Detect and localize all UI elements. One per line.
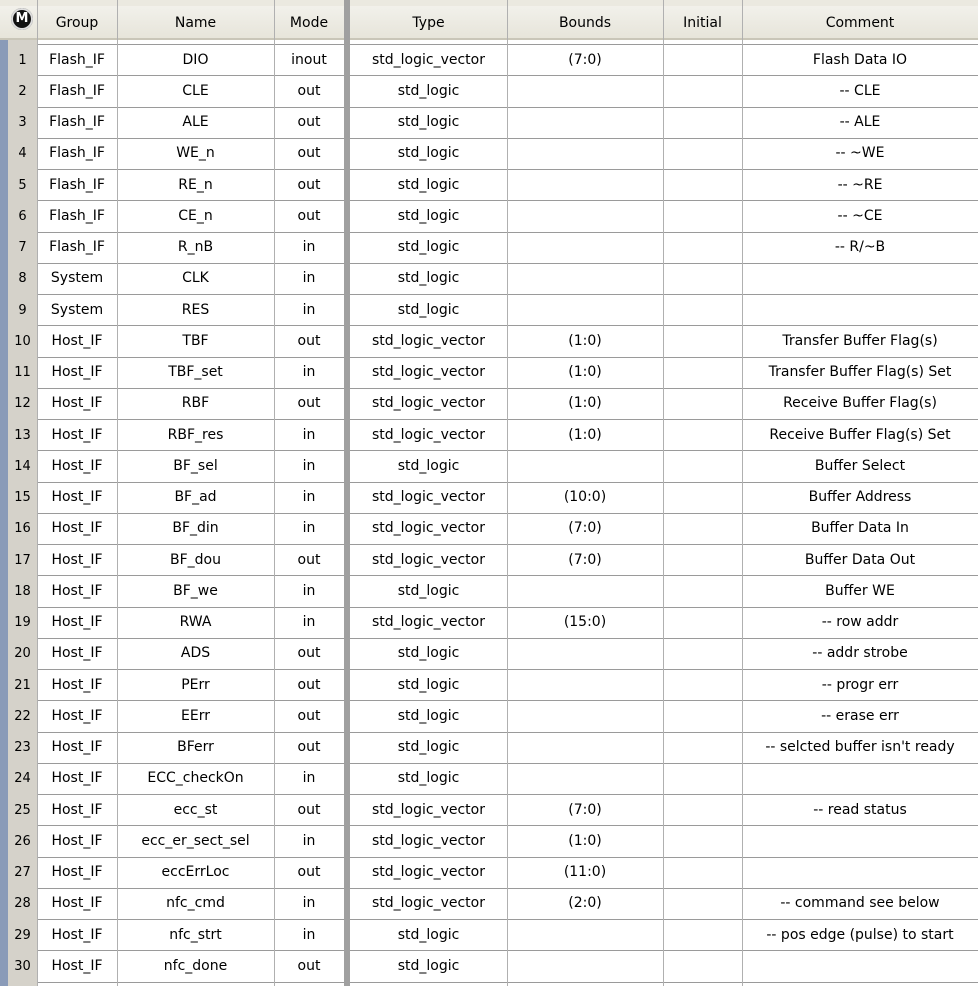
cell-name[interactable]: nfc_cmd xyxy=(166,895,225,912)
cell-group[interactable]: Flash_IF xyxy=(49,145,105,162)
cell-bounds[interactable] xyxy=(507,76,663,107)
cell-mode[interactable]: in xyxy=(302,457,316,474)
cell-name[interactable]: RBF xyxy=(181,395,210,412)
row-number: 2 xyxy=(18,83,27,99)
table-row[interactable] xyxy=(0,232,978,263)
cell-initial[interactable] xyxy=(663,670,742,701)
cell-mode[interactable]: out xyxy=(297,395,321,412)
cell-bounds[interactable] xyxy=(507,138,663,169)
column-header-initial[interactable]: Initial xyxy=(683,15,722,31)
cell-comment[interactable]: -- R/~B xyxy=(834,239,886,255)
cell-group[interactable]: Host_IF xyxy=(51,332,103,349)
cell-comment[interactable]: -- command see below xyxy=(780,895,940,912)
table-row[interactable] xyxy=(0,826,978,857)
cell-name[interactable]: CLE xyxy=(182,82,209,99)
cell-mode[interactable]: out xyxy=(297,676,321,693)
column-divider xyxy=(742,0,743,986)
table-row[interactable] xyxy=(0,295,978,326)
cell-comment[interactable]: Receive Buffer Flag(s) xyxy=(783,395,937,412)
table-row[interactable] xyxy=(0,420,978,451)
cell-mode[interactable]: out xyxy=(297,82,321,99)
cell-name[interactable]: BFerr xyxy=(177,739,214,755)
cell-mode[interactable]: in xyxy=(302,364,316,380)
cell-comment[interactable] xyxy=(742,826,978,857)
cell-mode[interactable]: inout xyxy=(291,51,327,68)
row-number: 15 xyxy=(14,490,31,505)
cell-bounds[interactable]: (7:0) xyxy=(568,551,602,568)
cell-mode[interactable]: out xyxy=(297,957,321,974)
cell-type[interactable]: std_logic xyxy=(397,176,460,193)
cell-type[interactable]: std_logic xyxy=(397,770,460,787)
cell-initial[interactable] xyxy=(663,576,742,607)
cell-name[interactable]: BF_we xyxy=(173,582,218,599)
cell-name[interactable]: PErr xyxy=(181,676,210,693)
table-row[interactable] xyxy=(0,451,978,482)
cell-initial[interactable] xyxy=(663,888,742,919)
row-number: 6 xyxy=(18,208,27,224)
cell-type[interactable]: std_logic_vector xyxy=(371,832,485,849)
cell-bounds[interactable] xyxy=(507,701,663,732)
cell-initial[interactable] xyxy=(663,138,742,169)
cell-comment[interactable] xyxy=(742,951,978,982)
cell-bounds[interactable] xyxy=(507,763,663,794)
cell-initial[interactable] xyxy=(663,951,742,982)
row-number: 13 xyxy=(14,427,31,443)
table-row[interactable] xyxy=(0,888,978,919)
table-row[interactable] xyxy=(0,138,978,169)
cell-type[interactable]: std_logic_vector xyxy=(371,801,485,818)
header-divider xyxy=(0,38,978,40)
cell-comment[interactable]: -- ~RE xyxy=(837,176,883,193)
cell-comment[interactable]: -- progr err xyxy=(821,676,899,693)
table-row[interactable] xyxy=(0,76,978,107)
cell-group[interactable]: Host_IF xyxy=(51,489,103,505)
cell-comment[interactable]: Transfer Buffer Flag(s) Set xyxy=(768,364,952,380)
cell-type[interactable]: std_logic_vector xyxy=(371,332,485,349)
cell-mode[interactable]: in xyxy=(302,926,316,943)
row-number: 28 xyxy=(14,896,31,912)
cell-group[interactable]: Host_IF xyxy=(51,645,103,662)
cell-comment[interactable]: -- selcted buffer isn't ready xyxy=(765,739,955,755)
cell-bounds[interactable]: (7:0) xyxy=(568,51,602,68)
cell-initial[interactable] xyxy=(663,607,742,638)
cell-type[interactable]: std_logic_vector xyxy=(371,364,485,380)
cell-group[interactable]: Host_IF xyxy=(51,676,103,693)
row-number: 4 xyxy=(18,146,27,162)
cell-name[interactable]: TBF xyxy=(182,332,209,349)
cell-bounds[interactable]: (1:0) xyxy=(568,832,602,849)
cell-mode[interactable]: out xyxy=(297,707,321,724)
cell-type[interactable]: std_logic_vector xyxy=(371,426,485,443)
cell-bounds[interactable]: (2:0) xyxy=(568,895,602,912)
cell-bounds[interactable] xyxy=(507,263,663,294)
table-row[interactable] xyxy=(0,732,978,763)
cell-name[interactable]: BF_din xyxy=(172,520,219,537)
cell-name[interactable]: ECC_checkOn xyxy=(147,770,244,787)
cell-mode[interactable]: out xyxy=(297,145,321,162)
cell-comment[interactable] xyxy=(742,857,978,888)
cell-mode[interactable]: in xyxy=(302,895,316,912)
cell-name[interactable]: ecc_er_sect_sel xyxy=(141,832,250,849)
cell-bounds[interactable]: (7:0) xyxy=(568,520,602,537)
mode-badge-icon[interactable]: M xyxy=(11,8,33,30)
cell-comment[interactable]: Transfer Buffer Flag(s) xyxy=(782,332,938,349)
cell-type[interactable]: std_logic xyxy=(397,82,460,99)
row-number: 5 xyxy=(18,177,27,193)
cell-bounds[interactable] xyxy=(507,201,663,232)
cell-type[interactable]: std_logic xyxy=(397,739,460,755)
cell-initial[interactable] xyxy=(663,232,742,263)
row-number: 20 xyxy=(14,646,31,662)
cell-initial[interactable] xyxy=(663,388,742,419)
cell-mode[interactable]: out xyxy=(297,801,321,818)
cell-name[interactable]: R_nB xyxy=(177,239,214,255)
cell-group[interactable]: System xyxy=(50,270,104,287)
cell-mode[interactable]: in xyxy=(302,270,316,287)
cell-group[interactable]: Host_IF xyxy=(51,551,103,568)
cell-mode[interactable]: out xyxy=(297,114,321,130)
row-number: 18 xyxy=(14,583,31,599)
cell-group[interactable]: Host_IF xyxy=(51,739,103,755)
row-number: 7 xyxy=(18,240,27,255)
cell-type[interactable]: std_logic xyxy=(397,645,460,662)
cell-group[interactable]: Flash_IF xyxy=(49,114,105,130)
cell-group[interactable]: Flash_IF xyxy=(49,82,105,99)
cell-bounds[interactable]: (1:0) xyxy=(568,426,602,443)
row-number: 12 xyxy=(14,396,31,412)
cell-group[interactable]: Host_IF xyxy=(51,614,103,630)
row-number: 3 xyxy=(18,115,27,130)
table-row[interactable] xyxy=(0,482,978,513)
cell-bounds[interactable] xyxy=(507,232,663,263)
cell-comment[interactable]: -- CLE xyxy=(839,82,881,99)
table-row[interactable] xyxy=(0,201,978,232)
cell-bounds[interactable]: (7:0) xyxy=(568,801,602,818)
cell-group[interactable]: Host_IF xyxy=(51,520,103,537)
cell-mode[interactable]: out xyxy=(297,207,321,224)
cell-bounds[interactable] xyxy=(507,951,663,982)
cell-group[interactable]: Host_IF xyxy=(51,864,103,880)
table-row[interactable] xyxy=(0,545,978,576)
cell-type[interactable]: std_logic_vector xyxy=(371,489,485,505)
cell-bounds[interactable]: (15:0) xyxy=(563,614,607,630)
cell-initial[interactable] xyxy=(663,920,742,951)
cell-type[interactable]: std_logic xyxy=(397,957,460,974)
table-row[interactable] xyxy=(0,920,978,951)
cell-comment[interactable]: -- row addr xyxy=(821,614,899,630)
cell-mode[interactable]: in xyxy=(302,614,316,630)
cell-group[interactable]: Flash_IF xyxy=(49,176,105,193)
cell-initial[interactable] xyxy=(663,326,742,357)
cell-mode[interactable]: in xyxy=(302,582,316,599)
cell-group[interactable]: Host_IF xyxy=(51,457,103,474)
row-number: 21 xyxy=(14,677,31,693)
cell-comment[interactable]: Receive Buffer Flag(s) Set xyxy=(769,426,951,443)
cell-mode[interactable]: out xyxy=(297,645,321,662)
cell-mode[interactable]: out xyxy=(297,176,321,193)
cell-mode[interactable]: out xyxy=(297,739,321,755)
cell-bounds[interactable] xyxy=(507,638,663,669)
cell-comment[interactable]: -- pos edge (pulse) to start xyxy=(766,926,954,943)
cell-group[interactable]: Host_IF xyxy=(51,770,103,787)
row-number: 24 xyxy=(14,771,31,787)
cell-group[interactable]: Host_IF xyxy=(51,582,103,599)
cell-name[interactable]: BF_ad xyxy=(174,489,217,505)
cell-initial[interactable] xyxy=(663,482,742,513)
cell-comment[interactable]: -- erase err xyxy=(821,707,899,724)
row-number: 8 xyxy=(18,271,27,287)
table-row[interactable] xyxy=(0,263,978,294)
row-number: 1 xyxy=(18,52,27,68)
cell-name[interactable]: CE_n xyxy=(178,207,213,224)
cell-initial[interactable] xyxy=(663,451,742,482)
table-row[interactable] xyxy=(0,607,978,638)
table-row[interactable] xyxy=(0,795,978,826)
cell-comment[interactable]: Buffer Select xyxy=(814,457,906,474)
cell-group[interactable]: Host_IF xyxy=(51,832,103,849)
table-row[interactable] xyxy=(0,326,978,357)
cell-group[interactable]: Flash_IF xyxy=(49,51,105,68)
column-divider xyxy=(117,0,118,986)
cell-type[interactable]: std_logic xyxy=(397,707,460,724)
cell-type[interactable]: std_logic xyxy=(397,582,460,599)
cell-bounds[interactable] xyxy=(507,107,663,138)
row-number: 23 xyxy=(14,740,31,755)
cell-comment[interactable] xyxy=(742,763,978,794)
cell-initial[interactable] xyxy=(663,357,742,388)
cell-bounds[interactable] xyxy=(507,920,663,951)
cell-comment[interactable]: Buffer Address xyxy=(808,489,912,505)
cell-mode[interactable]: in xyxy=(302,832,316,849)
cell-type[interactable]: std_logic xyxy=(397,114,460,130)
cell-type[interactable]: std_logic_vector xyxy=(371,895,485,912)
table-row[interactable] xyxy=(0,857,978,888)
cell-group[interactable]: Host_IF xyxy=(51,395,103,412)
cell-type[interactable]: std_logic_vector xyxy=(371,864,485,880)
cell-mode[interactable]: in xyxy=(302,489,316,505)
cell-comment[interactable]: -- ~WE xyxy=(835,145,885,162)
cell-group[interactable]: Host_IF xyxy=(51,957,103,974)
cell-group[interactable]: Host_IF xyxy=(51,426,103,443)
cell-initial[interactable] xyxy=(663,420,742,451)
row-number: 17 xyxy=(14,552,31,568)
row-number: 30 xyxy=(14,958,31,974)
column-header-mode[interactable]: Mode xyxy=(289,15,329,31)
row-number: 14 xyxy=(14,458,31,474)
table-row[interactable] xyxy=(0,763,978,794)
cell-name[interactable]: ALE xyxy=(182,114,209,130)
cell-mode[interactable]: in xyxy=(302,239,316,255)
column-divider xyxy=(507,0,508,986)
cell-type[interactable]: std_logic xyxy=(397,207,460,224)
cell-bounds[interactable] xyxy=(507,295,663,326)
cell-name[interactable]: BF_dou xyxy=(170,551,221,568)
cell-initial[interactable] xyxy=(663,263,742,294)
cell-comment[interactable]: -- ~CE xyxy=(837,207,883,224)
cell-initial[interactable] xyxy=(663,295,742,326)
cell-comment[interactable]: Flash Data IO xyxy=(812,51,908,68)
cell-comment[interactable]: Buffer WE xyxy=(825,582,895,599)
column-header-comment[interactable]: Comment xyxy=(825,15,895,31)
table-row[interactable] xyxy=(0,357,978,388)
cell-name[interactable]: CLK xyxy=(182,270,209,287)
cell-bounds[interactable] xyxy=(507,451,663,482)
cell-bounds[interactable]: (1:0) xyxy=(568,332,602,349)
table-row[interactable] xyxy=(0,107,978,138)
table-row[interactable] xyxy=(0,388,978,419)
table-row[interactable] xyxy=(0,638,978,669)
row-number: 11 xyxy=(14,365,31,380)
table-row[interactable] xyxy=(0,513,978,544)
cell-name[interactable]: DIO xyxy=(182,51,209,68)
cell-bounds[interactable]: (1:0) xyxy=(568,395,602,412)
cell-group[interactable]: Host_IF xyxy=(51,926,103,943)
cell-name[interactable]: nfc_strt xyxy=(169,926,222,943)
table-row[interactable] xyxy=(0,670,978,701)
cell-name[interactable]: TBF_set xyxy=(168,364,223,380)
cell-mode[interactable]: out xyxy=(297,864,321,880)
cell-comment[interactable] xyxy=(742,263,978,294)
cell-name[interactable]: RES xyxy=(181,301,210,318)
table-row[interactable] xyxy=(0,45,978,76)
cell-comment[interactable]: Buffer Data In xyxy=(811,520,909,537)
cell-mode[interactable]: out xyxy=(297,551,321,568)
cell-comment[interactable]: -- ALE xyxy=(839,114,881,130)
cell-comment[interactable]: -- addr strobe xyxy=(812,645,908,662)
row-number: 26 xyxy=(14,833,31,849)
cell-name[interactable]: RE_n xyxy=(178,176,213,193)
cell-type[interactable]: std_logic xyxy=(397,145,460,162)
cell-type[interactable]: std_logic_vector xyxy=(371,520,485,537)
row-number: 25 xyxy=(14,802,31,818)
cell-name[interactable]: ADS xyxy=(180,645,211,662)
table-row[interactable] xyxy=(0,701,978,732)
column-header-type[interactable]: Type xyxy=(412,15,445,31)
row-number: 10 xyxy=(14,333,31,349)
cell-name[interactable]: RWA xyxy=(179,614,212,630)
cell-mode[interactable]: in xyxy=(302,301,316,318)
cell-initial[interactable] xyxy=(663,857,742,888)
cell-type[interactable]: std_logic xyxy=(397,239,460,255)
cell-group[interactable]: System xyxy=(50,301,104,318)
cell-comment[interactable]: -- read status xyxy=(813,801,907,818)
cell-bounds[interactable] xyxy=(507,576,663,607)
cell-type[interactable]: std_logic_vector xyxy=(371,395,485,412)
cell-type[interactable]: std_logic_vector xyxy=(371,551,485,568)
cell-initial[interactable] xyxy=(663,45,742,76)
cell-name[interactable]: EErr xyxy=(181,707,210,724)
cell-name[interactable]: ecc_st xyxy=(173,801,218,818)
cell-name[interactable]: RBF_res xyxy=(167,426,224,443)
cell-group[interactable]: Host_IF xyxy=(51,801,103,818)
column-divider xyxy=(37,0,38,986)
column-header-group[interactable]: Group xyxy=(55,15,99,31)
cell-type[interactable]: std_logic xyxy=(397,457,460,474)
cell-bounds[interactable] xyxy=(507,732,663,763)
cell-group[interactable]: Host_IF xyxy=(51,364,103,380)
table-row[interactable] xyxy=(0,951,978,982)
cell-initial[interactable] xyxy=(663,107,742,138)
cell-name[interactable]: eccErrLoc xyxy=(161,864,230,880)
cell-name[interactable]: BF_sel xyxy=(173,457,218,474)
row-number: 19 xyxy=(14,615,31,630)
row-number: 27 xyxy=(14,865,31,880)
row-number: 29 xyxy=(14,927,31,943)
cell-mode[interactable]: in xyxy=(302,426,316,443)
cell-group[interactable]: Flash_IF xyxy=(49,207,105,224)
cell-type[interactable]: std_logic_vector xyxy=(371,614,485,630)
cell-bounds[interactable]: (10:0) xyxy=(563,489,607,505)
cell-type[interactable]: std_logic xyxy=(397,270,460,287)
cell-type[interactable]: std_logic xyxy=(397,926,460,943)
cell-bounds[interactable]: (11:0) xyxy=(563,864,607,880)
column-header-name[interactable]: Name xyxy=(174,15,217,31)
cell-initial[interactable] xyxy=(663,201,742,232)
cell-initial[interactable] xyxy=(663,763,742,794)
cell-initial[interactable] xyxy=(663,76,742,107)
cell-mode[interactable]: in xyxy=(302,520,316,537)
cell-initial[interactable] xyxy=(663,545,742,576)
cell-bounds[interactable] xyxy=(507,170,663,201)
cell-group[interactable]: Flash_IF xyxy=(49,239,105,255)
cell-initial[interactable] xyxy=(663,701,742,732)
table-row[interactable] xyxy=(0,576,978,607)
column-divider xyxy=(663,0,664,986)
cell-name[interactable]: nfc_done xyxy=(163,957,228,974)
row-number: 9 xyxy=(18,302,27,318)
cell-type[interactable]: std_logic_vector xyxy=(371,51,485,68)
cell-bounds[interactable] xyxy=(507,670,663,701)
frozen-column-splitter[interactable] xyxy=(344,0,350,986)
cell-initial[interactable] xyxy=(663,826,742,857)
column-header-bounds[interactable]: Bounds xyxy=(558,15,612,31)
table-row[interactable] xyxy=(0,170,978,201)
cell-initial[interactable] xyxy=(663,795,742,826)
cell-initial[interactable] xyxy=(663,170,742,201)
cell-comment[interactable]: Buffer Data Out xyxy=(804,551,916,568)
cell-group[interactable]: Host_IF xyxy=(51,707,103,724)
cell-initial[interactable] xyxy=(663,732,742,763)
cell-type[interactable]: std_logic xyxy=(397,301,460,318)
cell-mode[interactable]: in xyxy=(302,770,316,787)
cell-initial[interactable] xyxy=(663,638,742,669)
row-number: 22 xyxy=(14,708,31,724)
cell-initial[interactable] xyxy=(663,513,742,544)
table-header xyxy=(0,0,978,40)
cell-name[interactable]: WE_n xyxy=(176,145,215,162)
cell-comment[interactable] xyxy=(742,295,978,326)
cell-mode[interactable]: out xyxy=(297,332,321,349)
cell-group[interactable]: Host_IF xyxy=(51,895,103,912)
row-number: 16 xyxy=(14,521,31,537)
cell-type[interactable]: std_logic xyxy=(397,676,460,693)
cell-bounds[interactable]: (1:0) xyxy=(568,364,602,380)
column-divider xyxy=(274,0,275,986)
